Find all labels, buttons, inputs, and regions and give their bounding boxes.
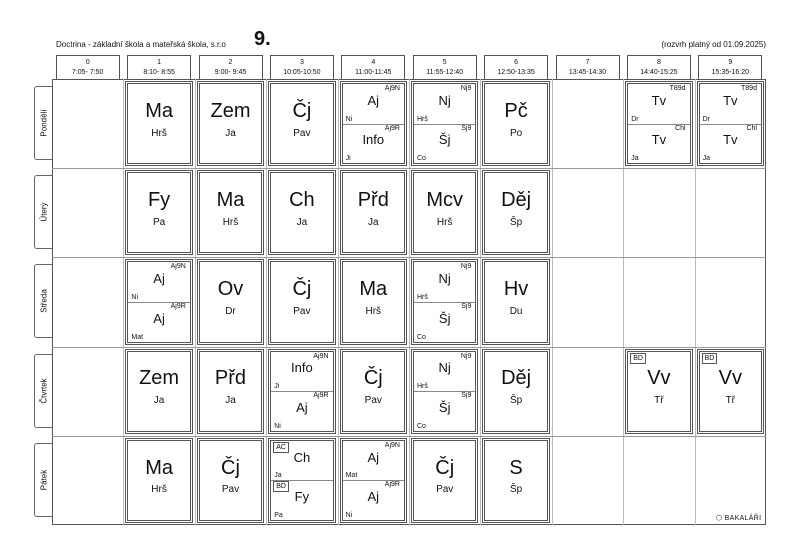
subject: Ma xyxy=(145,456,173,479)
teacher: Šp xyxy=(509,484,523,496)
lesson-cell xyxy=(125,259,192,344)
subject: Děj xyxy=(501,367,532,390)
subject: Čj xyxy=(363,367,383,390)
lesson-half xyxy=(128,302,189,342)
period-header xyxy=(556,55,620,79)
lesson-cell xyxy=(340,81,407,166)
column-divider xyxy=(552,79,553,525)
lesson-cell xyxy=(482,259,549,344)
column-divider xyxy=(623,79,624,525)
column-divider xyxy=(266,79,267,525)
teacher: Co xyxy=(417,155,426,163)
lesson-cell xyxy=(482,81,549,166)
subject: Vv xyxy=(647,367,671,390)
lesson-cell xyxy=(197,349,264,434)
period-number: 4 xyxy=(371,59,376,66)
column-divider xyxy=(695,79,696,525)
day-name: Středa xyxy=(39,289,48,314)
period-number: 9 xyxy=(728,59,733,66)
teacher: Pav xyxy=(364,395,382,407)
lesson-cell xyxy=(482,349,549,434)
lesson-half xyxy=(128,262,189,303)
lesson-cell xyxy=(268,170,335,255)
class-name: 9. xyxy=(254,28,271,50)
subject: Tv xyxy=(723,132,738,148)
group-code: Nj9 xyxy=(460,263,472,271)
subject: Aj xyxy=(153,310,165,326)
subject: Čj xyxy=(292,278,312,301)
teacher: Hrš xyxy=(151,484,167,496)
lesson-half xyxy=(271,391,332,431)
subject: Aj xyxy=(367,449,380,465)
row-divider xyxy=(52,347,766,348)
day-label xyxy=(34,86,52,160)
period-header xyxy=(413,55,477,79)
lesson-cell xyxy=(197,259,264,344)
column-divider xyxy=(195,79,196,525)
subject: Pč xyxy=(504,99,528,122)
teacher: Ji xyxy=(274,383,280,391)
lesson-half xyxy=(414,262,475,303)
teacher: Hrš xyxy=(417,115,428,123)
day-label xyxy=(34,264,52,338)
lesson-cell xyxy=(411,438,478,523)
lesson-cell xyxy=(697,349,764,434)
teacher: Ni xyxy=(345,115,353,123)
group-code: Aj9R xyxy=(384,481,400,489)
lesson-cell xyxy=(625,81,692,166)
lesson-cell xyxy=(125,438,192,523)
teacher: Ja xyxy=(274,472,282,480)
period-time: 15:35-16:20 xyxy=(711,69,749,76)
column-divider xyxy=(338,79,339,525)
period-number: 5 xyxy=(442,59,447,66)
school-name: Doctrina - základní škola a mateřská škola, s.r.o xyxy=(56,40,226,49)
period-time: 10:05-10:50 xyxy=(283,69,321,76)
lesson-cell xyxy=(411,170,478,255)
subject: Aj xyxy=(296,399,308,415)
room-tag: AC xyxy=(273,442,289,453)
period-time: 8:10- 8:55 xyxy=(143,69,175,76)
teacher: Ja xyxy=(702,155,710,163)
lesson-cell xyxy=(482,438,549,523)
lesson-half xyxy=(343,124,404,164)
lesson-half xyxy=(271,352,332,393)
teacher: Hrš xyxy=(417,293,428,301)
subject: Zem xyxy=(210,99,251,122)
lesson-cell xyxy=(411,259,478,344)
period-header xyxy=(199,55,263,79)
period-number: 7 xyxy=(585,59,590,66)
teacher: Co xyxy=(417,422,426,430)
subject: Aj xyxy=(153,271,165,287)
subject: Info xyxy=(362,132,385,148)
room-tag: BD xyxy=(630,353,646,364)
lesson-half xyxy=(414,391,475,431)
subject: Ma xyxy=(359,278,388,301)
subject: Čj xyxy=(221,456,240,479)
period-header xyxy=(270,55,334,79)
lesson-half xyxy=(700,84,761,125)
teacher: Mat xyxy=(345,472,358,480)
group-code: Aj9R xyxy=(313,392,329,400)
teacher: Ni xyxy=(131,293,139,301)
column-divider xyxy=(480,79,481,525)
subject: Mcv xyxy=(426,189,464,212)
teacher: Hrš xyxy=(436,216,453,228)
lesson-cell xyxy=(197,81,264,166)
group-code: Aj9N xyxy=(170,263,186,271)
period-time: 11:55-12:40 xyxy=(426,69,464,76)
teacher: Pav xyxy=(293,305,311,317)
period-number: 0 xyxy=(85,59,90,66)
teacher: Pav xyxy=(221,484,240,496)
lesson-cell xyxy=(197,170,264,255)
subject: Nj xyxy=(438,92,451,108)
subject: Tv xyxy=(651,92,667,108)
group-code: Aj9N xyxy=(313,352,329,360)
subject: Přd xyxy=(357,189,389,212)
teacher: Ja xyxy=(631,155,639,163)
period-number: 8 xyxy=(656,59,661,66)
teacher: Šp xyxy=(509,216,523,228)
subject: Zem xyxy=(139,367,180,390)
lesson-half xyxy=(271,480,332,520)
lesson-cell xyxy=(125,81,192,166)
subject: Aj xyxy=(367,489,380,505)
period-header xyxy=(627,55,691,79)
teacher: Ji xyxy=(345,155,351,163)
period-number: 1 xyxy=(157,59,162,66)
subject: S xyxy=(509,456,523,479)
day-label xyxy=(34,443,52,517)
teacher: Ni xyxy=(274,422,281,430)
subject: Fy xyxy=(294,489,310,505)
lesson-cell xyxy=(340,259,407,344)
period-header xyxy=(698,55,762,79)
subject: Šj xyxy=(438,310,451,326)
lesson-cell xyxy=(268,259,335,344)
teacher: Hrš xyxy=(222,216,239,228)
subject: Fy xyxy=(147,189,171,212)
lesson-cell xyxy=(340,438,407,523)
lesson-cell xyxy=(268,81,335,166)
group-code: Chl xyxy=(746,124,757,132)
lesson-cell xyxy=(340,170,407,255)
period-header xyxy=(484,55,548,79)
subject: Přd xyxy=(214,367,247,390)
teacher: Ja xyxy=(368,216,379,228)
period-header xyxy=(56,55,120,79)
subject: Tv xyxy=(651,132,667,148)
group-code: Šj9 xyxy=(461,124,472,132)
hexagon-logo-icon: ⬡ xyxy=(716,515,723,522)
teacher: Hrš xyxy=(365,305,382,317)
subject: Ch xyxy=(293,449,311,465)
teacher: Pav xyxy=(436,484,454,496)
lesson-cell xyxy=(625,349,692,434)
teacher: Mat xyxy=(131,333,144,341)
validity-note: (rozvrh platný od 01.09.2025) xyxy=(661,40,766,49)
teacher: Hrš xyxy=(417,383,428,391)
teacher: Hrš xyxy=(151,127,167,139)
subject: Tv xyxy=(723,92,738,108)
day-name: Čtvrtek xyxy=(39,377,48,404)
day-label xyxy=(34,354,52,428)
lesson-half xyxy=(414,352,475,393)
teacher: Co xyxy=(417,333,426,341)
period-number: 6 xyxy=(514,59,519,66)
period-number: 3 xyxy=(299,59,304,66)
row-divider xyxy=(52,257,766,258)
teacher: Pav xyxy=(293,127,311,139)
period-header xyxy=(127,55,191,79)
subject: Šj xyxy=(438,399,451,415)
subject: Nj xyxy=(438,271,451,287)
row-divider xyxy=(52,436,766,437)
group-code: Chl xyxy=(675,124,686,132)
column-divider xyxy=(409,79,410,525)
lesson-half xyxy=(700,124,761,164)
column-divider xyxy=(123,79,124,525)
period-time: 13:45-14:30 xyxy=(568,69,607,76)
day-name: Úterý xyxy=(39,202,48,222)
period-time: 9:00- 9:45 xyxy=(214,69,247,76)
period-time: 12:50-13:35 xyxy=(497,69,535,76)
group-code: Aj9N xyxy=(384,85,400,92)
subject: Hv xyxy=(503,278,529,301)
lesson-half xyxy=(414,124,475,164)
group-code: Nj9 xyxy=(460,352,472,360)
teacher: Dr xyxy=(631,115,639,123)
teacher: Dr xyxy=(225,305,236,317)
group-code: T89d xyxy=(741,85,757,92)
bakalari-logo xyxy=(716,514,761,522)
period-number: 2 xyxy=(228,59,233,66)
period-time: 14:40-15:25 xyxy=(640,69,678,76)
teacher: Ja xyxy=(296,216,308,228)
lesson-cell xyxy=(125,170,192,255)
subject: Čj xyxy=(435,456,455,479)
lesson-half xyxy=(628,84,689,125)
subject: Čj xyxy=(292,99,312,122)
lesson-half xyxy=(628,124,689,164)
period-time: 7:05- 7:50 xyxy=(71,69,104,76)
group-code: Aj9N xyxy=(384,441,400,449)
lesson-half xyxy=(343,480,404,520)
period-header xyxy=(341,55,405,79)
lesson-cell xyxy=(411,349,478,434)
subject: Vv xyxy=(718,367,742,390)
day-label xyxy=(34,175,52,249)
subject: Ov xyxy=(217,278,244,301)
subject: Ch xyxy=(289,189,315,212)
teacher: Ja xyxy=(225,395,236,407)
period-time: 11:00-11:45 xyxy=(355,69,392,76)
lesson-cell xyxy=(197,438,264,523)
lesson-cell xyxy=(697,81,764,166)
subject: Děj xyxy=(501,189,532,212)
subject: Aj xyxy=(367,92,380,108)
room-tag: BD xyxy=(273,481,289,492)
lesson-cell xyxy=(268,438,335,523)
lesson-half xyxy=(343,84,404,125)
teacher: Tř xyxy=(654,395,664,407)
group-code: Šj9 xyxy=(461,392,472,400)
teacher: Ja xyxy=(225,127,236,139)
subject: Ma xyxy=(216,189,245,212)
teacher: Tř xyxy=(725,395,736,407)
lesson-cell xyxy=(411,81,478,166)
teacher: Ni xyxy=(345,511,353,519)
subject: Nj xyxy=(438,360,451,376)
lesson-cell xyxy=(482,170,549,255)
lesson-half xyxy=(414,302,475,342)
group-code: Šj9 xyxy=(461,302,472,310)
teacher: Šp xyxy=(509,395,523,407)
lesson-cell xyxy=(340,349,407,434)
teacher: Pa xyxy=(274,511,283,519)
group-code: Aj9R xyxy=(170,302,186,310)
teacher: Po xyxy=(509,127,523,139)
day-name: Pátek xyxy=(39,469,48,491)
group-code: T89d xyxy=(669,85,686,92)
lesson-half xyxy=(271,441,332,482)
room-tag: BD xyxy=(702,353,718,364)
subject: Ma xyxy=(145,99,173,122)
logo-text: BAKALÁŘI xyxy=(724,515,762,522)
lesson-cell xyxy=(268,349,335,434)
subject: Šj xyxy=(438,132,451,148)
lesson-half xyxy=(343,441,404,482)
teacher: Ja xyxy=(153,395,165,407)
teacher: Du xyxy=(509,305,523,317)
day-name: Pondělí xyxy=(39,109,48,137)
lesson-half xyxy=(414,84,475,125)
teacher: Pa xyxy=(152,216,166,228)
group-code: Aj9R xyxy=(384,124,400,132)
row-divider xyxy=(52,168,766,169)
lesson-cell xyxy=(125,349,192,434)
subject: Info xyxy=(291,360,313,376)
teacher: Dr xyxy=(702,115,710,123)
group-code: Nj9 xyxy=(460,85,472,92)
